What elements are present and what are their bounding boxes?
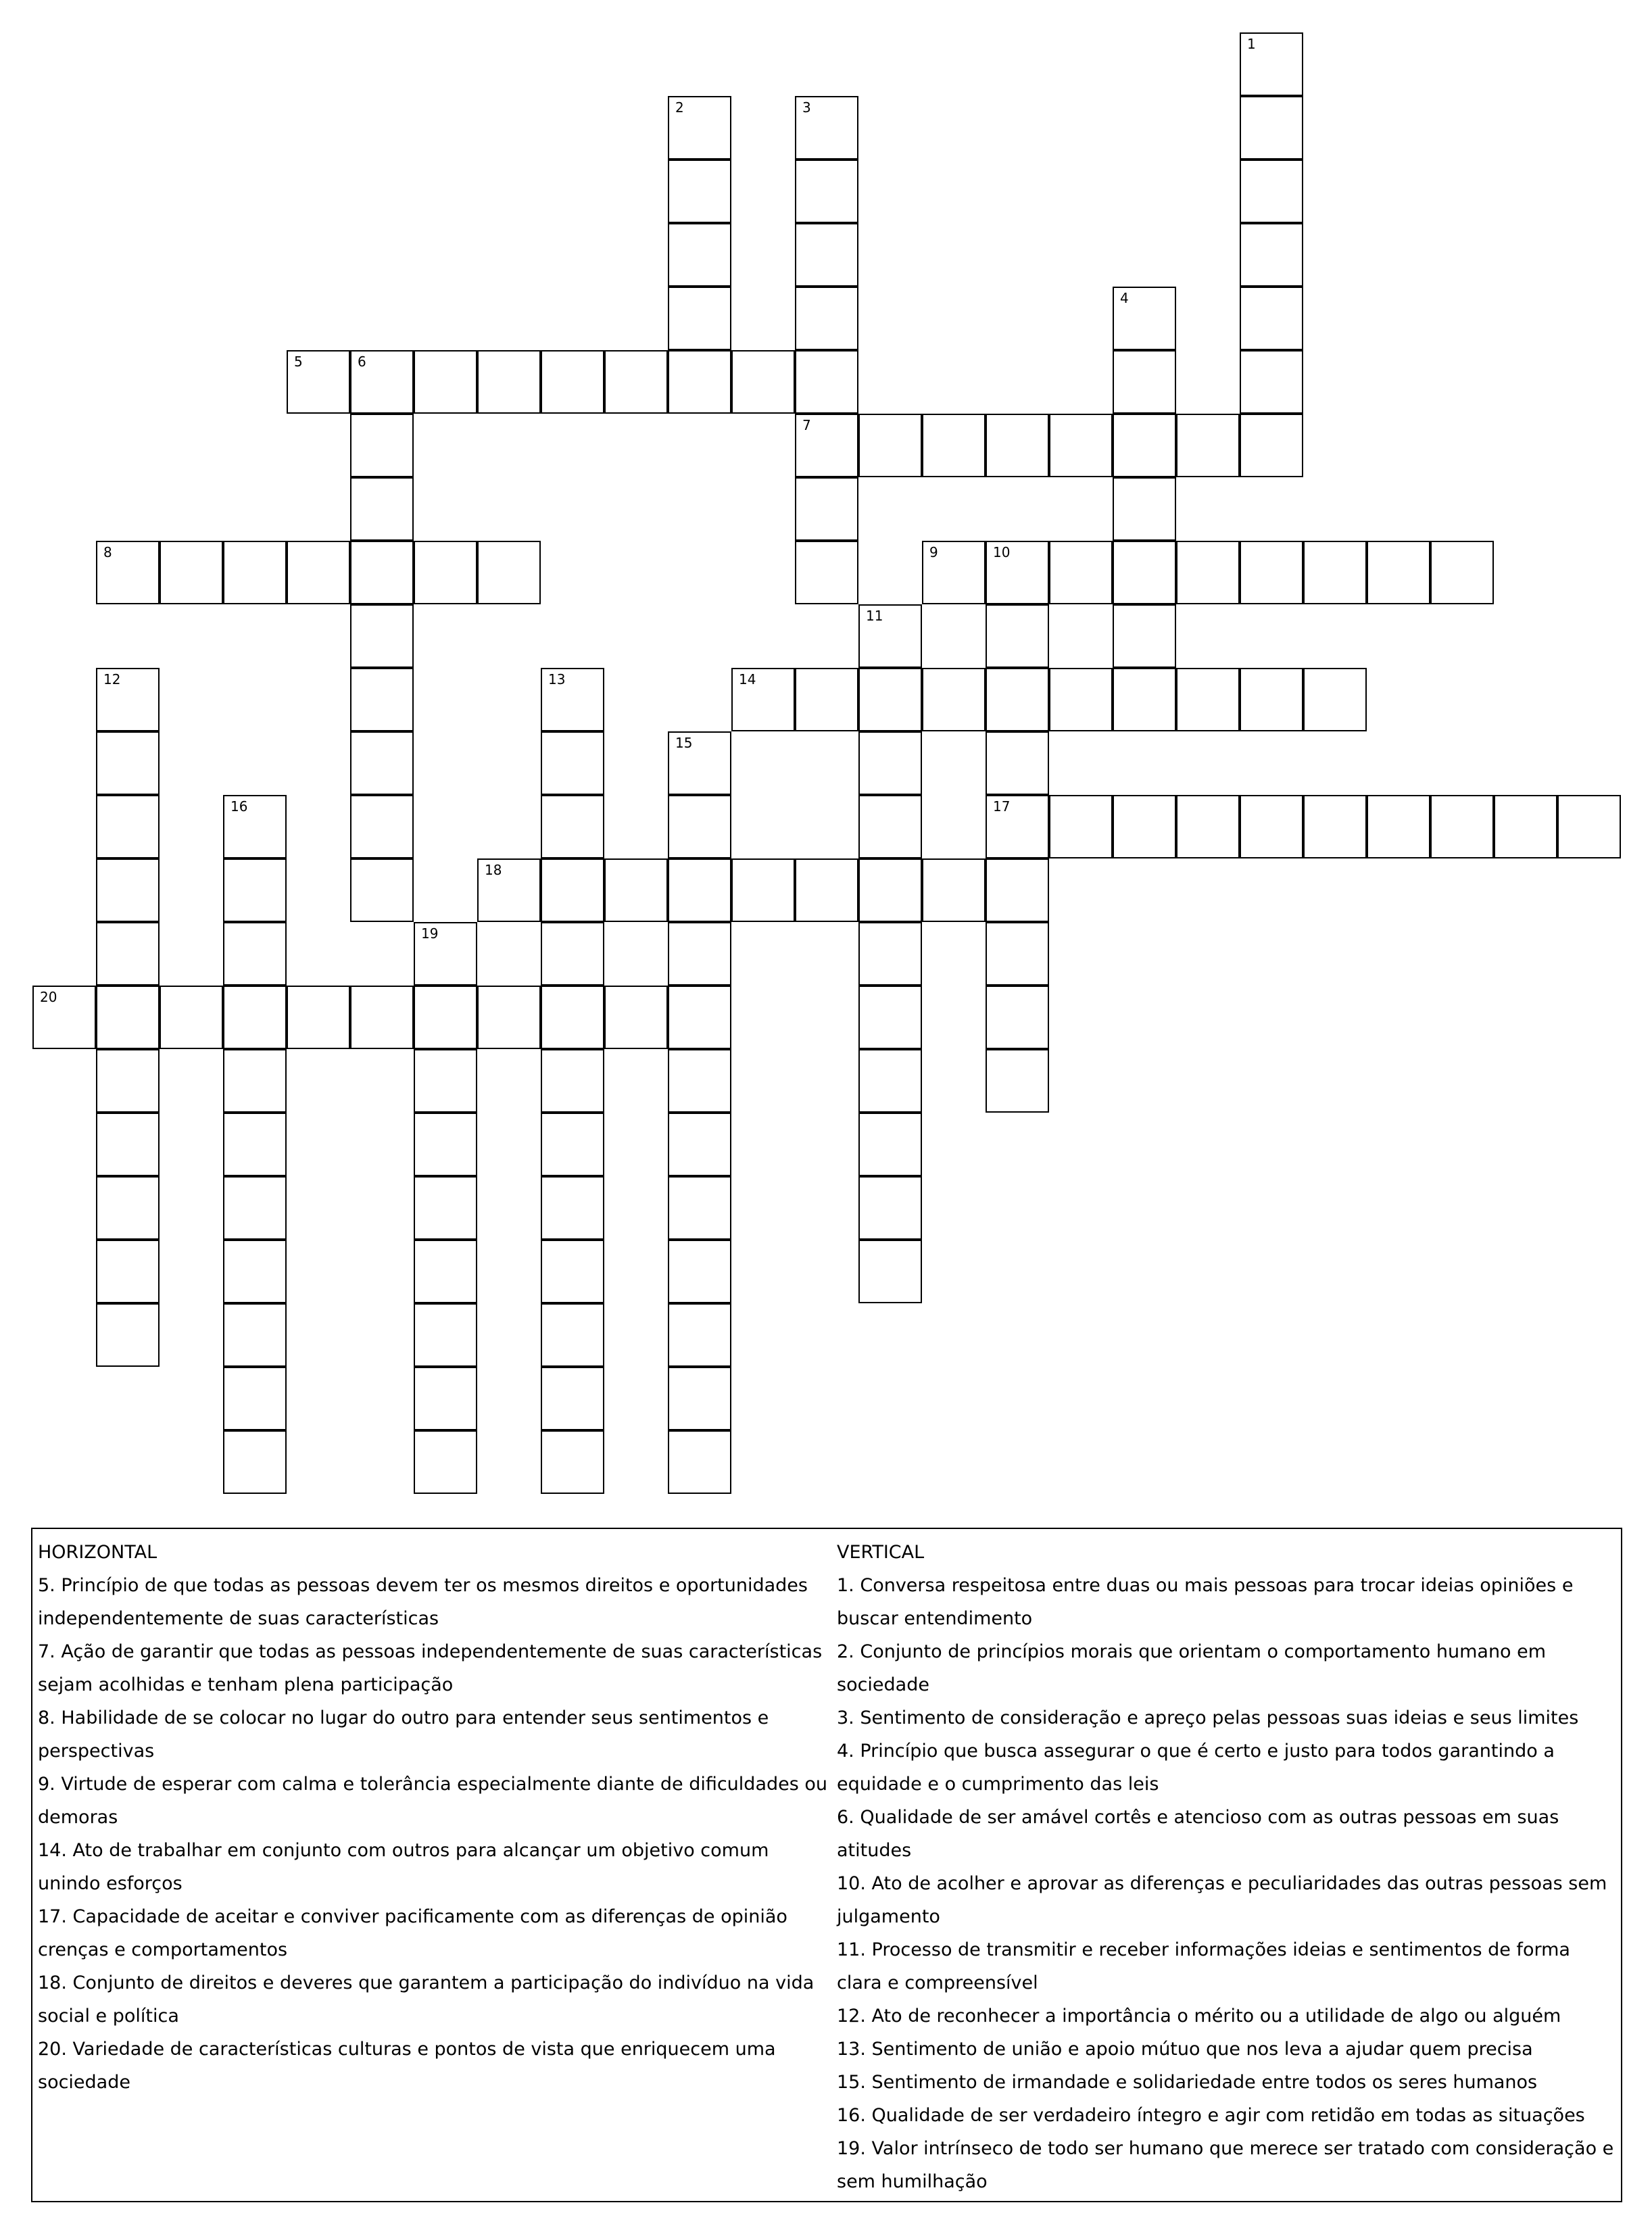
grid-cell[interactable] [541,1176,604,1240]
grid-cell[interactable] [1240,541,1303,604]
grid-cell[interactable] [414,1430,477,1494]
grid-cell[interactable] [1240,795,1303,858]
grid-cell[interactable] [541,795,604,858]
clue-number: 1 [1247,36,1256,52]
grid-cell[interactable] [795,350,858,414]
grid-cell[interactable] [668,1367,731,1430]
grid-cell[interactable] [858,414,922,477]
grid-cell[interactable] [350,668,414,731]
clue-h-20: 20. Variedade de características culturas e pontos de vista que enriquecem uma sociedade [38,2039,776,2093]
grid-cell[interactable] [858,858,922,922]
grid-cell[interactable] [541,858,604,922]
grid-cell[interactable] [541,731,604,795]
clue-number: 3 [802,99,811,116]
grid-cell[interactable] [795,477,858,541]
clue-number: 15 [675,735,693,751]
clue-v-2: 2. Conjunto de princípios morais que orientam o comportamento humano em sociedade [837,1641,1547,1695]
grid-cell[interactable] [350,541,414,604]
grid-cell[interactable] [858,604,922,668]
clue-v-11: 11. Processo de transmitir e receber informações ideias e sentimentos de forma clara e compreensível [837,1939,1570,1993]
grid-cell[interactable] [96,541,160,604]
grid-cell[interactable] [731,350,795,414]
grid-cell[interactable] [1240,160,1303,223]
grid-cell[interactable] [986,858,1049,922]
grid-cell[interactable] [96,1113,160,1176]
grid-cell[interactable] [668,1113,731,1176]
clue-number: 17 [993,798,1011,815]
clue-number: 7 [802,417,811,433]
clue-v-1: 1. Conversa respeitosa entre duas ou mais pessoas para trocar ideias opiniões e buscar entendimento [837,1575,1574,1629]
grid-cell[interactable] [1176,795,1240,858]
clue-number: 10 [993,544,1011,560]
grid-cell[interactable] [731,668,795,731]
grid-cell[interactable] [287,986,350,1049]
grid-cell[interactable] [1430,795,1494,858]
grid-cell[interactable] [1113,795,1176,858]
horizontal-title: HORIZONTAL [38,1542,157,1563]
grid-cell[interactable] [922,668,986,731]
grid-cell[interactable] [350,350,414,414]
grid-cell[interactable] [858,922,922,986]
grid-cell[interactable] [541,668,604,731]
grid-cell[interactable] [1113,604,1176,668]
grid-cell[interactable] [858,1240,922,1303]
grid-cell[interactable] [986,731,1049,795]
grid-cell[interactable] [604,350,668,414]
clue-h-17: 17. Capacidade de aceitar e conviver pacificamente com as diferenças de opinião crenças e comportamentos [38,1906,787,1960]
grid-cell[interactable] [795,223,858,287]
grid-cell[interactable] [986,414,1049,477]
grid-cell[interactable] [223,922,287,986]
grid-cell[interactable] [223,1303,287,1367]
grid-cell[interactable] [350,731,414,795]
grid-cell[interactable] [1367,795,1430,858]
grid-cell[interactable] [96,858,160,922]
clue-number: 2 [675,99,684,116]
grid-cell[interactable] [350,604,414,668]
grid-cell[interactable] [1049,414,1113,477]
grid-cell[interactable] [541,1367,604,1430]
grid-cell[interactable] [795,858,858,922]
grid-cell[interactable] [1240,223,1303,287]
grid-cell[interactable] [858,1049,922,1113]
grid-cell[interactable] [541,1430,604,1494]
grid-cell[interactable] [96,795,160,858]
clue-v-12: 12. Ato de reconhecer a importância o mérito ou a utilidade de algo ou alguém [837,2006,1561,2027]
grid-cell[interactable] [858,795,922,858]
grid-cell[interactable] [350,986,414,1049]
grid-cell[interactable] [223,986,287,1049]
grid-cell[interactable] [795,414,858,477]
clue-v-16: 16. Qualidade de ser verdadeiro íntegro e agir com retidão em todas as situações [837,2105,1585,2126]
grid-cell[interactable] [668,922,731,986]
grid-cell[interactable] [541,1303,604,1367]
grid-cell[interactable] [1113,541,1176,604]
grid-cell[interactable] [668,731,731,795]
grid-cell[interactable] [223,1176,287,1240]
clue-number: 20 [40,989,57,1005]
vertical-clues [837,1536,1621,2198]
grid-cell[interactable] [223,1240,287,1303]
grid-cell[interactable] [414,1049,477,1113]
grid-cell[interactable] [986,986,1049,1049]
grid-cell[interactable] [858,668,922,731]
grid-cell[interactable] [96,1303,160,1367]
clue-v-19: 19. Valor intrínseco de todo ser humano que merece ser tratado com consideração e sem humilhação [837,2138,1614,2192]
clue-number: 13 [548,671,566,687]
grid-cell[interactable] [223,541,287,604]
grid-cell[interactable] [1049,795,1113,858]
grid-cell[interactable] [1240,350,1303,414]
grid-cell[interactable] [541,1113,604,1176]
grid-cell[interactable] [858,1113,922,1176]
grid-cell[interactable] [1240,414,1303,477]
grid-cell[interactable] [795,96,858,160]
grid-cell[interactable] [160,986,223,1049]
grid-cell[interactable] [986,795,1049,858]
clue-v-13: 13. Sentimento de união e apoio mútuo que nos leva a ajudar quem precisa [837,2039,1533,2060]
grid-cell[interactable] [414,922,477,986]
grid-cell[interactable] [1113,477,1176,541]
grid-cell[interactable] [668,1430,731,1494]
grid-cell[interactable] [795,287,858,350]
grid-cell[interactable] [1176,668,1240,731]
grid-cell[interactable] [477,350,541,414]
clue-h-9: 9. Virtude de esperar com calma e tolerância especialmente diante de dificuldades ou demoras [38,1774,828,1828]
clue-v-10: 10. Ato de acolher e aprovar as diferenças e peculiaridades das outras pessoas sem julgamento [837,1873,1607,1927]
grid-cell[interactable] [1557,795,1621,858]
grid-cell[interactable] [668,223,731,287]
grid-cell[interactable] [1113,350,1176,414]
grid-cell[interactable] [477,541,541,604]
grid-cell[interactable] [1113,414,1176,477]
grid-cell[interactable] [350,858,414,922]
grid-cell[interactable] [858,986,922,1049]
grid-cell[interactable] [795,541,858,604]
grid-cell[interactable] [414,1367,477,1430]
grid-cell[interactable] [96,668,160,731]
grid-cell[interactable] [287,541,350,604]
grid-cell[interactable] [541,922,604,986]
vertical-title: VERTICAL [837,1542,925,1563]
grid-cell[interactable] [668,858,731,922]
grid-cell[interactable] [414,1176,477,1240]
grid-cell[interactable] [223,1113,287,1176]
clue-number: 18 [485,862,502,878]
clue-number: 9 [929,544,938,560]
grid-cell[interactable] [795,160,858,223]
grid-cell[interactable] [1303,541,1367,604]
clue-v-4: 4. Princípio que busca assegurar o que é certo e justo para todos garantindo a equidade e o cumprimento das leis [837,1741,1555,1795]
grid-cell[interactable] [414,1303,477,1367]
grid-cell[interactable] [604,858,668,922]
grid-cell[interactable] [668,1303,731,1367]
grid-cell[interactable] [1176,414,1240,477]
grid-cell[interactable] [223,1367,287,1430]
grid-cell[interactable] [795,668,858,731]
clue-number: 12 [103,671,121,687]
grid-cell[interactable] [986,1049,1049,1113]
grid-cell[interactable] [96,1176,160,1240]
grid-cell[interactable] [1240,668,1303,731]
grid-cell[interactable] [96,731,160,795]
clue-number: 5 [294,354,303,370]
grid-cell[interactable] [922,541,986,604]
clue-number: 19 [421,925,439,942]
grid-cell[interactable] [668,160,731,223]
grid-cell[interactable] [668,1240,731,1303]
grid-cell[interactable] [1049,668,1113,731]
grid-cell[interactable] [986,604,1049,668]
grid-cell[interactable] [477,986,541,1049]
grid-cell[interactable] [1367,541,1430,604]
grid-cell[interactable] [668,96,731,160]
clues-box [31,1528,1622,2202]
grid-cell[interactable] [1240,96,1303,160]
grid-cell[interactable] [541,1049,604,1113]
clue-v-15: 15. Sentimento de irmandade e solidariedade entre todos os seres humanos [837,2072,1538,2093]
grid-cell[interactable] [986,922,1049,986]
clue-number: 8 [103,544,112,560]
grid-cell[interactable] [668,350,731,414]
grid-cell[interactable] [414,1240,477,1303]
grid-cell[interactable] [96,922,160,986]
grid-cell[interactable] [1113,287,1176,350]
horizontal-clues [38,1536,829,2099]
grid-cell[interactable] [32,986,96,1049]
clue-h-18: 18. Conjunto de direitos e deveres que garantem a participação do indivíduo na vida social e política [38,1972,815,2027]
grid-cell[interactable] [1240,32,1303,96]
grid-cell[interactable] [731,858,795,922]
grid-cell[interactable] [922,858,986,922]
clue-h-14: 14. Ato de trabalhar em conjunto com outros para alcançar um objetivo comum unindo esforços [38,1840,769,1894]
grid-cell[interactable] [350,477,414,541]
grid-cell[interactable] [96,1240,160,1303]
grid-cell[interactable] [1303,795,1367,858]
grid-cell[interactable] [668,986,731,1049]
grid-cell[interactable] [1176,541,1240,604]
grid-cell[interactable] [922,414,986,477]
clue-h-7: 7. Ação de garantir que todas as pessoas independentemente de suas características sejam acolhidas e tenham plena participação [38,1641,823,1695]
grid-cell[interactable] [1049,541,1113,604]
grid-cell[interactable] [1494,795,1557,858]
clue-v-6: 6. Qualidade de ser amável cortês e atencioso com as outras pessoas em suas atitudes [837,1807,1559,1861]
clue-number: 16 [230,798,248,815]
clue-v-3: 3. Sentimento de consideração e apreço pelas pessoas suas ideias e seus limites [837,1707,1579,1728]
grid-cell[interactable] [604,986,668,1049]
grid-cell[interactable] [668,287,731,350]
grid-cell[interactable] [350,414,414,477]
grid-cell[interactable] [1113,668,1176,731]
grid-cell[interactable] [858,1176,922,1240]
clue-h-8: 8. Habilidade de se colocar no lugar do outro para entender seus sentimentos e perspectivas [38,1707,769,1762]
grid-cell[interactable] [223,1430,287,1494]
grid-cell[interactable] [1430,541,1494,604]
grid-cell[interactable] [414,350,477,414]
grid-cell[interactable] [414,541,477,604]
clue-h-5: 5. Princípio de que todas as pessoas devem ter os mesmos direitos e oportunidades independentemente de suas características [38,1575,808,1629]
grid-cell[interactable] [986,668,1049,731]
grid-cell[interactable] [668,1176,731,1240]
grid-cell[interactable] [96,1049,160,1113]
clue-number: 14 [739,671,756,687]
clue-number: 6 [358,354,366,370]
grid-cell[interactable] [986,541,1049,604]
grid-cell[interactable] [96,986,160,1049]
clue-number: 4 [1120,290,1129,306]
grid-cell[interactable] [350,795,414,858]
grid-cell[interactable] [223,1049,287,1113]
grid-cell[interactable] [541,1240,604,1303]
grid-cell[interactable] [160,541,223,604]
grid-cell[interactable] [414,986,477,1049]
grid-cell[interactable] [1240,287,1303,350]
grid-cell[interactable] [668,1049,731,1113]
grid-cell[interactable] [223,795,287,858]
grid-cell[interactable] [414,1113,477,1176]
clue-number: 11 [866,608,883,624]
grid-cell[interactable] [477,858,541,922]
grid-cell[interactable] [668,795,731,858]
grid-cell[interactable] [541,986,604,1049]
grid-cell[interactable] [1303,668,1367,731]
grid-cell[interactable] [858,731,922,795]
grid-cell[interactable] [287,350,350,414]
grid-cell[interactable] [223,858,287,922]
grid-cell[interactable] [541,350,604,414]
